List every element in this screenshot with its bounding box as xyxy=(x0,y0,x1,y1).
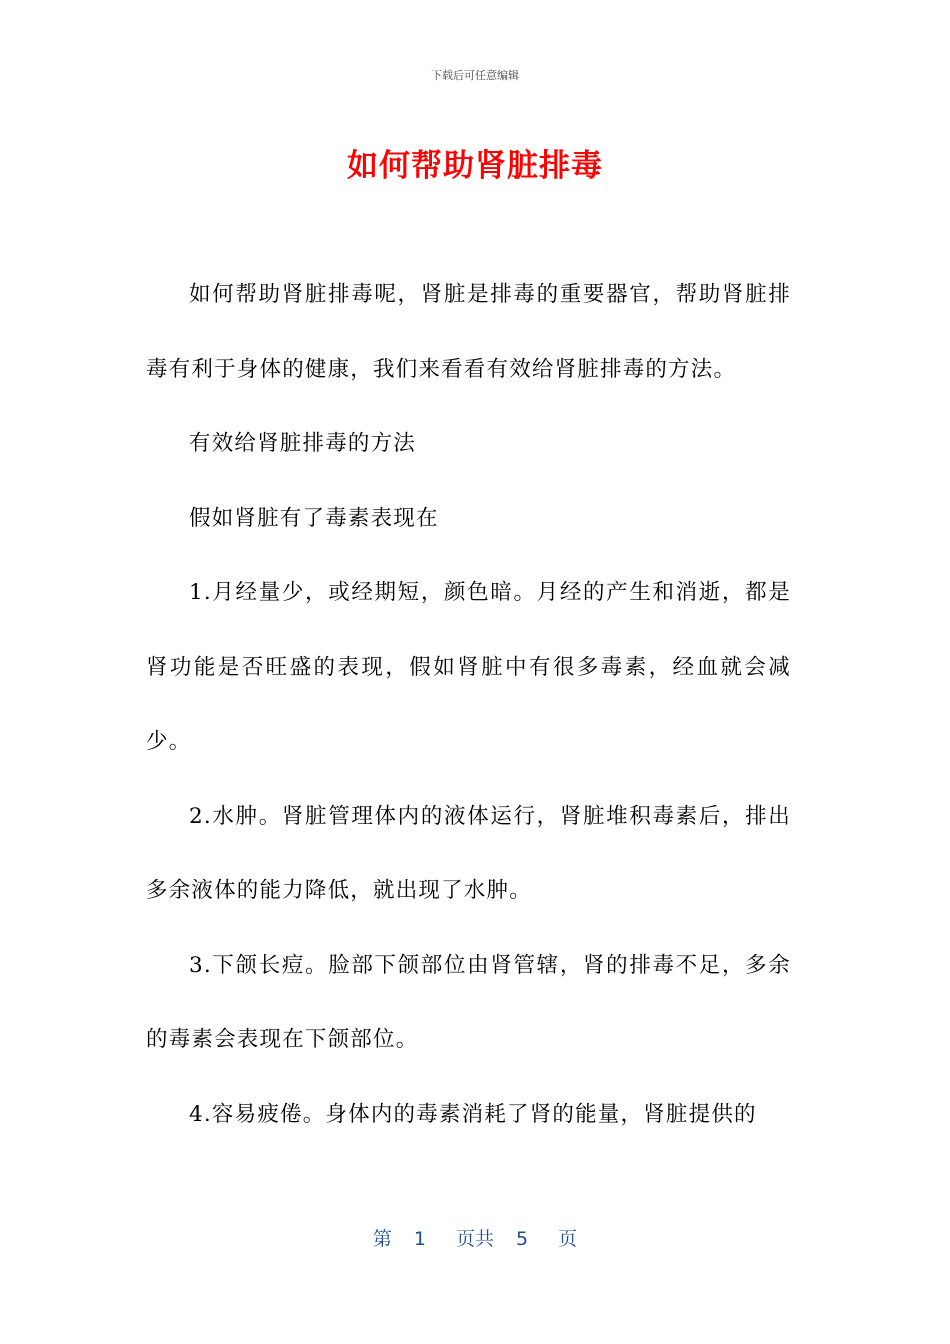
paragraph-item-1: 1.月经量少，或经期短，颜色暗。月经的产生和消逝，都是肾功能是否旺盛的表现，假如肾脏中有很多毒素，经血就会减少。 xyxy=(146,580,791,754)
page-footer xyxy=(0,1224,950,1251)
footer-label-page-of: 页共 xyxy=(455,1228,494,1250)
paragraph-intro: 如何帮助肾脏排毒呢，肾脏是排毒的重要器官，帮助肾脏排毒有利于身体的健康，我们来看看有效给肾脏排毒的方法。 xyxy=(146,282,791,382)
paragraph-symptoms-intro: 假如肾脏有了毒素表现在 xyxy=(189,505,439,531)
paragraph-item-4: 4.容易疲倦。身体内的毒素消耗了肾的能量，肾脏提供的 xyxy=(189,1101,757,1127)
footer-current-page: 1 xyxy=(413,1228,426,1250)
paragraph-item-3: 3.下颌长痘。脸部下颌部位由肾管辖，肾的排毒不足，多余的毒素会表现在下颌部位。 xyxy=(146,952,791,1052)
document-title: 如何帮助肾脏排毒 xyxy=(347,148,603,184)
paragraph-heading-methods: 有效给肾脏排毒的方法 xyxy=(189,431,417,456)
footer-label-page: 第 xyxy=(372,1228,392,1250)
header-note: 下载后可任意编辑 xyxy=(431,69,519,82)
document-body xyxy=(146,258,791,1152)
footer-label-page-end: 页 xyxy=(558,1228,578,1250)
paragraph-item-2: 2.水肿。肾脏管理体内的液体运行，肾脏堆积毒素后，排出多余液体的能力降低，就出现了水肿。 xyxy=(146,803,791,903)
footer-total-pages: 5 xyxy=(516,1228,529,1250)
